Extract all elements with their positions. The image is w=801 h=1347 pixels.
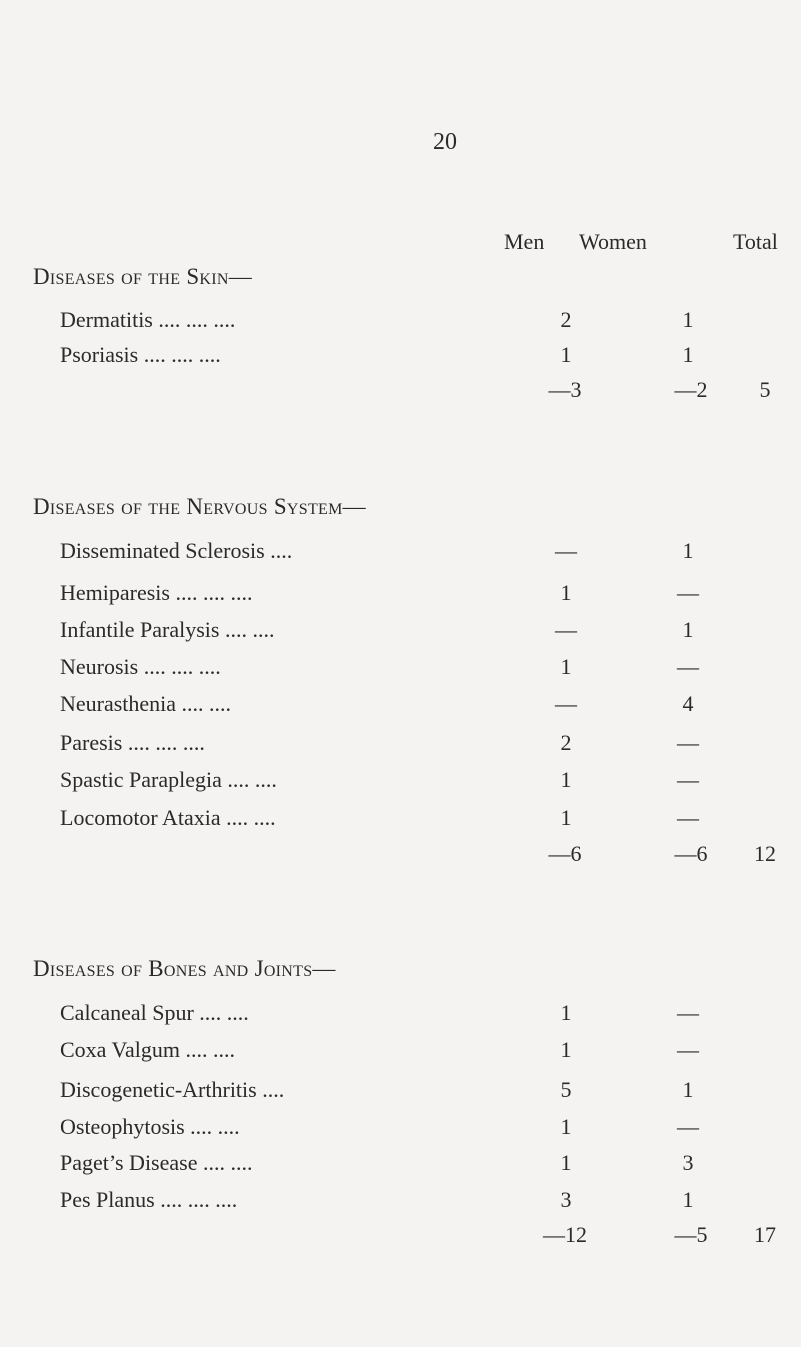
- women-count: —: [677, 1000, 699, 1025]
- women-count: —: [677, 1037, 699, 1062]
- men-count: —: [555, 538, 577, 563]
- men-count: —: [555, 617, 577, 642]
- disease-label: Neurosis .... .... ....: [60, 654, 221, 679]
- subtotal-men: —6: [548, 841, 582, 866]
- men-count: 1: [560, 580, 572, 605]
- disease-label: Calcaneal Spur .... ....: [60, 1000, 249, 1025]
- women-count: 1: [682, 307, 694, 332]
- table-row: [60, 691, 760, 725]
- table-row: [60, 538, 760, 572]
- women-count: 3: [682, 1150, 694, 1175]
- women-count: 1: [682, 1187, 694, 1212]
- disease-label: Paresis .... .... ....: [60, 730, 205, 755]
- subtotal-total: 17: [754, 1222, 776, 1247]
- page-number: 20: [433, 129, 457, 155]
- subtotal-men: —3: [548, 377, 582, 402]
- men-count: 1: [560, 767, 572, 792]
- table-row: [60, 1037, 760, 1071]
- disease-label: Disseminated Sclerosis ....: [60, 538, 293, 563]
- table-row: [60, 1187, 760, 1221]
- table-row: [60, 805, 760, 839]
- men-count: —: [555, 691, 577, 716]
- column-header-women: Women: [579, 229, 647, 254]
- women-count: 4: [682, 691, 694, 716]
- column-header-total: Total: [733, 229, 778, 254]
- women-count: 1: [682, 617, 694, 642]
- women-count: 1: [682, 342, 694, 367]
- disease-label: Pes Planus .... .... ....: [60, 1187, 238, 1212]
- women-count: —: [677, 730, 699, 755]
- men-count: 1: [560, 342, 572, 367]
- disease-label: Infantile Paralysis .... ....: [60, 617, 275, 642]
- men-count: 3: [560, 1187, 572, 1212]
- subtotal-women: —5: [674, 1222, 708, 1247]
- disease-label: Hemiparesis .... .... ....: [60, 580, 253, 605]
- women-count: —: [677, 654, 699, 679]
- table-row: [60, 617, 760, 651]
- table-row: [60, 342, 760, 376]
- men-count: 1: [560, 1000, 572, 1025]
- table-row: [60, 307, 760, 341]
- women-count: —: [677, 805, 699, 830]
- women-count: —: [677, 580, 699, 605]
- subtotal-men: —12: [543, 1222, 587, 1247]
- section-title-skin: Diseases of the Skin—: [33, 264, 253, 289]
- subtotal-total: 12: [754, 841, 776, 866]
- disease-label: Locomotor Ataxia .... ....: [60, 805, 276, 830]
- men-count: 1: [560, 805, 572, 830]
- men-count: 2: [560, 307, 572, 332]
- section-title-bones-joints: Diseases of Bones and Joints—: [33, 956, 336, 981]
- table-row: [60, 580, 760, 614]
- disease-label: Discogenetic-Arthritis ....: [60, 1077, 285, 1102]
- men-count: 1: [560, 654, 572, 679]
- subtotal-total: 5: [759, 377, 771, 402]
- disease-label: Coxa Valgum .... ....: [60, 1037, 235, 1062]
- table-row: [60, 767, 760, 801]
- men-count: 5: [560, 1077, 572, 1102]
- women-count: 1: [682, 538, 694, 563]
- table-row: [60, 730, 760, 764]
- men-count: 1: [560, 1150, 572, 1175]
- column-header-men: Men: [504, 229, 545, 254]
- table-row: [60, 1000, 760, 1034]
- men-count: 2: [560, 730, 572, 755]
- disease-label: Dermatitis .... .... ....: [60, 307, 236, 332]
- table-row: [60, 1150, 760, 1184]
- men-count: 1: [560, 1037, 572, 1062]
- women-count: —: [677, 767, 699, 792]
- disease-label: Paget’s Disease .... ....: [60, 1150, 253, 1175]
- men-count: 1: [560, 1114, 572, 1139]
- table-row: [60, 1114, 760, 1148]
- table-row: [60, 654, 760, 688]
- women-count: —: [677, 1114, 699, 1139]
- subtotal-women: —6: [674, 841, 708, 866]
- section-title-nervous-system: Diseases of the Nervous System—: [33, 494, 366, 519]
- subtotal-women: —2: [674, 377, 708, 402]
- disease-label: Neurasthenia .... ....: [60, 691, 232, 716]
- disease-label: Osteophytosis .... ....: [60, 1114, 240, 1139]
- disease-label: Spastic Paraplegia .... ....: [60, 767, 277, 792]
- women-count: 1: [682, 1077, 694, 1102]
- table-row: [60, 1077, 760, 1111]
- disease-label: Psoriasis .... .... ....: [60, 342, 221, 367]
